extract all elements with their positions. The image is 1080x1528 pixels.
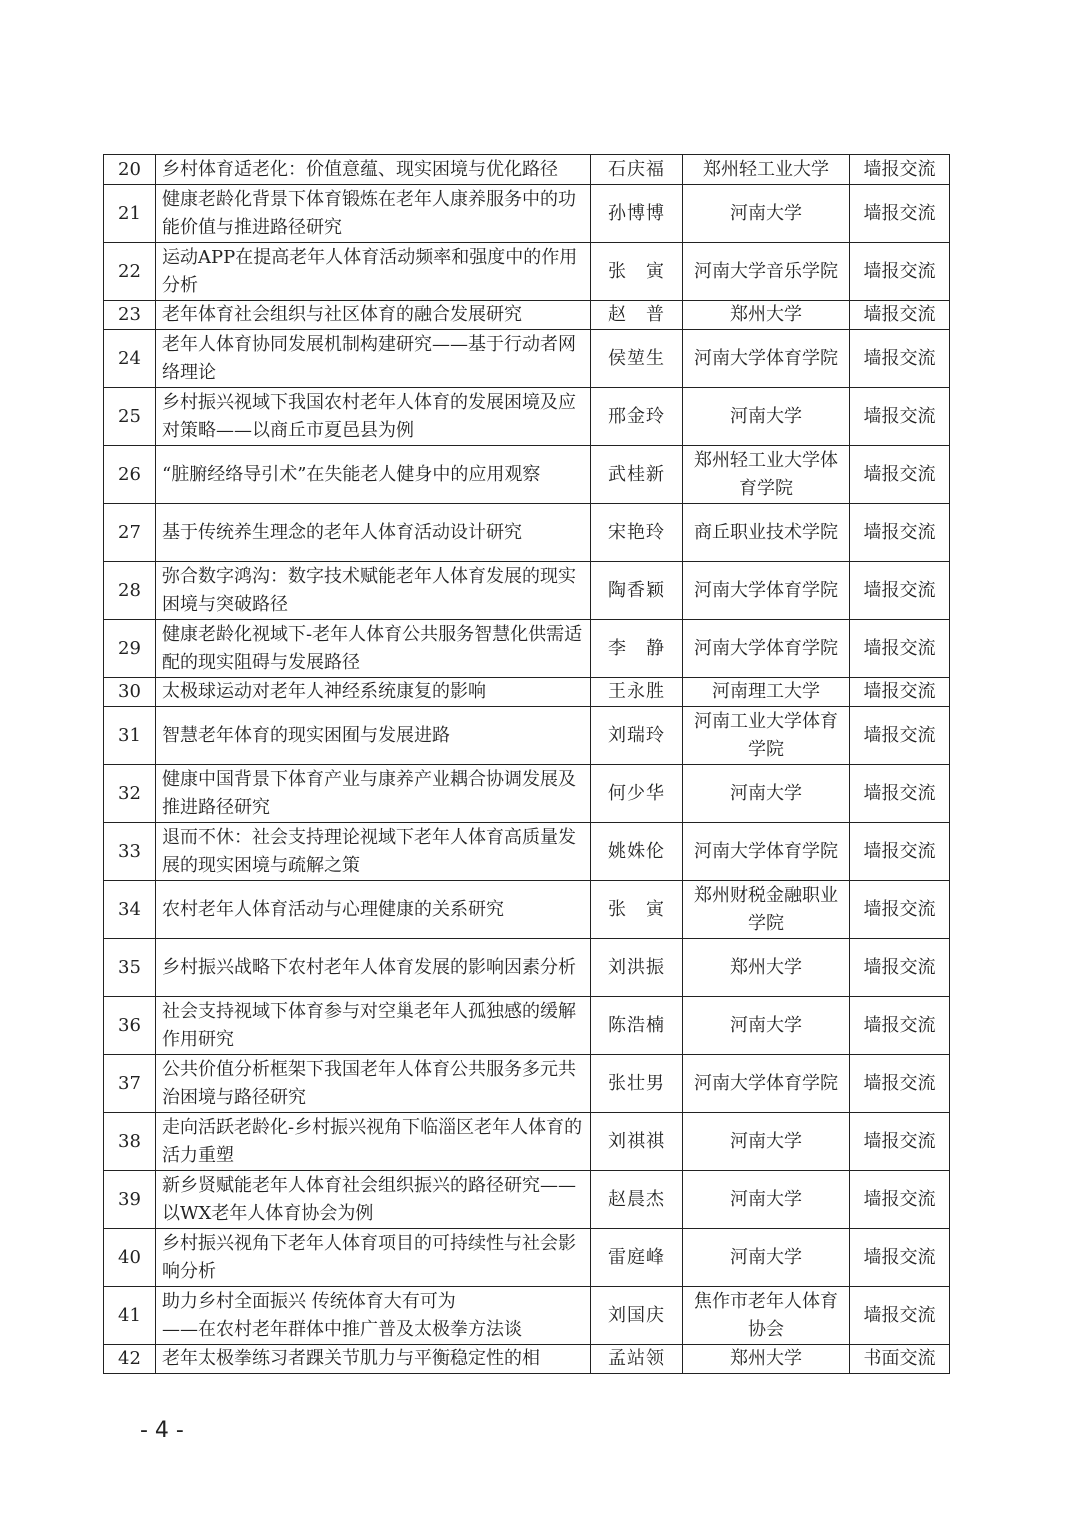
author-cell: 赵晨杰 [591,1171,683,1229]
presentation-type-cell: 书面交流 [850,1345,950,1374]
author-cell: 陈浩楠 [591,997,683,1055]
row-number-cell: 40 [104,1229,156,1287]
presentation-type-cell: 墙报交流 [850,243,950,301]
paper-title-cell: 乡村振兴视域下我国农村老年人体育的发展困境及应对策略——以商丘市夏邑县为例 [156,388,591,446]
presentation-type-cell: 墙报交流 [850,504,950,562]
author-cell: 孙博博 [591,185,683,243]
table-row [104,185,950,243]
row-number-cell: 39 [104,1171,156,1229]
paper-title-cell: “脏腑经络导引术”在失能老人健身中的应用观察 [156,446,591,504]
institution-cell: 河南理工大学 [683,678,850,707]
row-number-cell: 32 [104,765,156,823]
institution-cell: 郑州轻工业大学 [683,155,850,185]
author-cell: 刘瑞玲 [591,707,683,765]
presentation-type-cell: 墙报交流 [850,446,950,504]
table-row [104,765,950,823]
institution-cell: 河南大学体育学院 [683,330,850,388]
presentation-type-cell: 墙报交流 [850,330,950,388]
table-body [104,155,950,1374]
row-number-cell: 41 [104,1287,156,1345]
table-row [104,1171,950,1229]
presentation-type-cell: 墙报交流 [850,1055,950,1113]
table-row [104,1345,950,1374]
presentation-type-cell: 墙报交流 [850,1287,950,1345]
row-number-cell: 28 [104,562,156,620]
institution-cell: 河南大学体育学院 [683,823,850,881]
paper-title-cell: 社会支持视域下体育参与对空巢老年人孤独感的缓解作用研究 [156,997,591,1055]
row-number-cell: 31 [104,707,156,765]
presentation-type-cell: 墙报交流 [850,155,950,185]
institution-cell: 河南大学 [683,1229,850,1287]
author-cell: 孟站领 [591,1345,683,1374]
author-cell: 姚姝伦 [591,823,683,881]
table-row [104,504,950,562]
paper-title-cell: 健康中国背景下体育产业与康养产业耦合协调发展及推进路径研究 [156,765,591,823]
paper-title-cell: 乡村振兴战略下农村老年人体育发展的影响因素分析 [156,939,591,997]
table-row [104,301,950,330]
row-number-cell: 37 [104,1055,156,1113]
author-cell: 邢金玲 [591,388,683,446]
presentation-type-cell: 墙报交流 [850,939,950,997]
paper-title-cell: 弥合数字鸿沟：数字技术赋能老年人体育发展的现实困境与突破路径 [156,562,591,620]
row-number-cell: 42 [104,1345,156,1374]
row-number-cell: 21 [104,185,156,243]
page-number: - 4 - [140,1418,184,1443]
author-cell: 张壮男 [591,1055,683,1113]
row-number-cell: 27 [104,504,156,562]
author-cell: 武桂新 [591,446,683,504]
row-number-cell: 23 [104,301,156,330]
row-number-cell: 29 [104,620,156,678]
presentation-type-cell: 墙报交流 [850,301,950,330]
institution-cell: 河南大学体育学院 [683,620,850,678]
paper-title-cell: 走向活跃老龄化-乡村振兴视角下临淄区老年人体育的活力重塑 [156,1113,591,1171]
institution-cell: 河南大学 [683,185,850,243]
paper-title-cell: 农村老年人体育活动与心理健康的关系研究 [156,881,591,939]
row-number-cell: 33 [104,823,156,881]
author-cell: 侯堃生 [591,330,683,388]
paper-title-cell: 新乡贤赋能老年人体育社会组织振兴的路径研究——以WX老年人体育协会为例 [156,1171,591,1229]
row-number-cell: 25 [104,388,156,446]
presentation-type-cell: 墙报交流 [850,620,950,678]
row-number-cell: 22 [104,243,156,301]
institution-cell: 河南大学 [683,388,850,446]
institution-cell: 郑州大学 [683,939,850,997]
presentation-type-cell: 墙报交流 [850,562,950,620]
institution-cell: 商丘职业技术学院 [683,504,850,562]
author-cell: 王永胜 [591,678,683,707]
row-number-cell: 35 [104,939,156,997]
presentation-type-cell: 墙报交流 [850,185,950,243]
paper-title-cell: 智慧老年体育的现实困囿与发展进路 [156,707,591,765]
table-row [104,330,950,388]
institution-cell: 河南大学 [683,1171,850,1229]
institution-cell: 郑州轻工业大学体育学院 [683,446,850,504]
presentation-type-cell: 墙报交流 [850,1113,950,1171]
table-row [104,997,950,1055]
paper-title-cell: 健康老龄化视域下-老年人体育公共服务智慧化供需适配的现实阻碍与发展路径 [156,620,591,678]
paper-list-table [103,154,950,1374]
author-cell: 陶香颖 [591,562,683,620]
paper-title-cell: 退而不休：社会支持理论视域下老年人体育高质量发展的现实困境与疏解之策 [156,823,591,881]
institution-cell: 河南大学体育学院 [683,1055,850,1113]
paper-title-cell: 健康老龄化背景下体育锻炼在老年人康养服务中的功能价值与推进路径研究 [156,185,591,243]
table-row [104,562,950,620]
institution-cell: 河南大学 [683,1113,850,1171]
table-row [104,243,950,301]
row-number-cell: 34 [104,881,156,939]
author-cell: 石庆福 [591,155,683,185]
table-row [104,707,950,765]
institution-cell: 郑州大学 [683,1345,850,1374]
presentation-type-cell: 墙报交流 [850,678,950,707]
table-row [104,155,950,185]
author-cell: 赵 普 [591,301,683,330]
author-cell: 宋艳玲 [591,504,683,562]
presentation-type-cell: 墙报交流 [850,765,950,823]
author-cell: 何少华 [591,765,683,823]
table-row [104,446,950,504]
paper-title-cell: 老年太极拳练习者踝关节肌力与平衡稳定性的相 [156,1345,591,1374]
author-cell: 刘国庆 [591,1287,683,1345]
paper-title-cell: 运动APP在提高老年人体育活动频率和强度中的作用分析 [156,243,591,301]
presentation-type-cell: 墙报交流 [850,1171,950,1229]
author-cell: 刘祺祺 [591,1113,683,1171]
row-number-cell: 36 [104,997,156,1055]
table-row [104,1055,950,1113]
presentation-type-cell: 墙报交流 [850,823,950,881]
paper-title-cell: 基于传统养生理念的老年人体育活动设计研究 [156,504,591,562]
institution-cell: 河南大学音乐学院 [683,243,850,301]
presentation-type-cell: 墙报交流 [850,707,950,765]
table-row [104,1229,950,1287]
institution-cell: 焦作市老年人体育协会 [683,1287,850,1345]
presentation-type-cell: 墙报交流 [850,1229,950,1287]
row-number-cell: 20 [104,155,156,185]
table-row [104,1287,950,1345]
institution-cell: 郑州财税金融职业学院 [683,881,850,939]
author-cell: 李 静 [591,620,683,678]
presentation-type-cell: 墙报交流 [850,997,950,1055]
author-cell: 张 寅 [591,881,683,939]
row-number-cell: 26 [104,446,156,504]
row-number-cell: 38 [104,1113,156,1171]
presentation-type-cell: 墙报交流 [850,881,950,939]
paper-title-cell: 乡村振兴视角下老年人体育项目的可持续性与社会影响分析 [156,1229,591,1287]
paper-title-cell: 太极球运动对老年人神经系统康复的影响 [156,678,591,707]
institution-cell: 郑州大学 [683,301,850,330]
table-row [104,1113,950,1171]
presentation-type-cell: 墙报交流 [850,388,950,446]
author-cell: 雷庭峰 [591,1229,683,1287]
paper-title-cell: 老年人体育协同发展机制构建研究——基于行动者网络理论 [156,330,591,388]
table-row [104,388,950,446]
institution-cell: 河南大学 [683,997,850,1055]
paper-title-cell: 助力乡村全面振兴 传统体育大有可为 ——在农村老年群体中推广普及太极拳方法谈 [156,1287,591,1345]
author-cell: 刘洪振 [591,939,683,997]
author-cell: 张 寅 [591,243,683,301]
table-row [104,881,950,939]
row-number-cell: 30 [104,678,156,707]
institution-cell: 河南大学体育学院 [683,562,850,620]
table-row [104,939,950,997]
table-row [104,823,950,881]
paper-title-cell: 公共价值分析框架下我国老年人体育公共服务多元共治困境与路径研究 [156,1055,591,1113]
row-number-cell: 24 [104,330,156,388]
paper-title-cell: 乡村体育适老化：价值意蕴、现实困境与优化路径 [156,155,591,185]
table-row [104,620,950,678]
institution-cell: 河南大学 [683,765,850,823]
table-row [104,678,950,707]
paper-title-cell: 老年体育社会组织与社区体育的融合发展研究 [156,301,591,330]
institution-cell: 河南工业大学体育学院 [683,707,850,765]
